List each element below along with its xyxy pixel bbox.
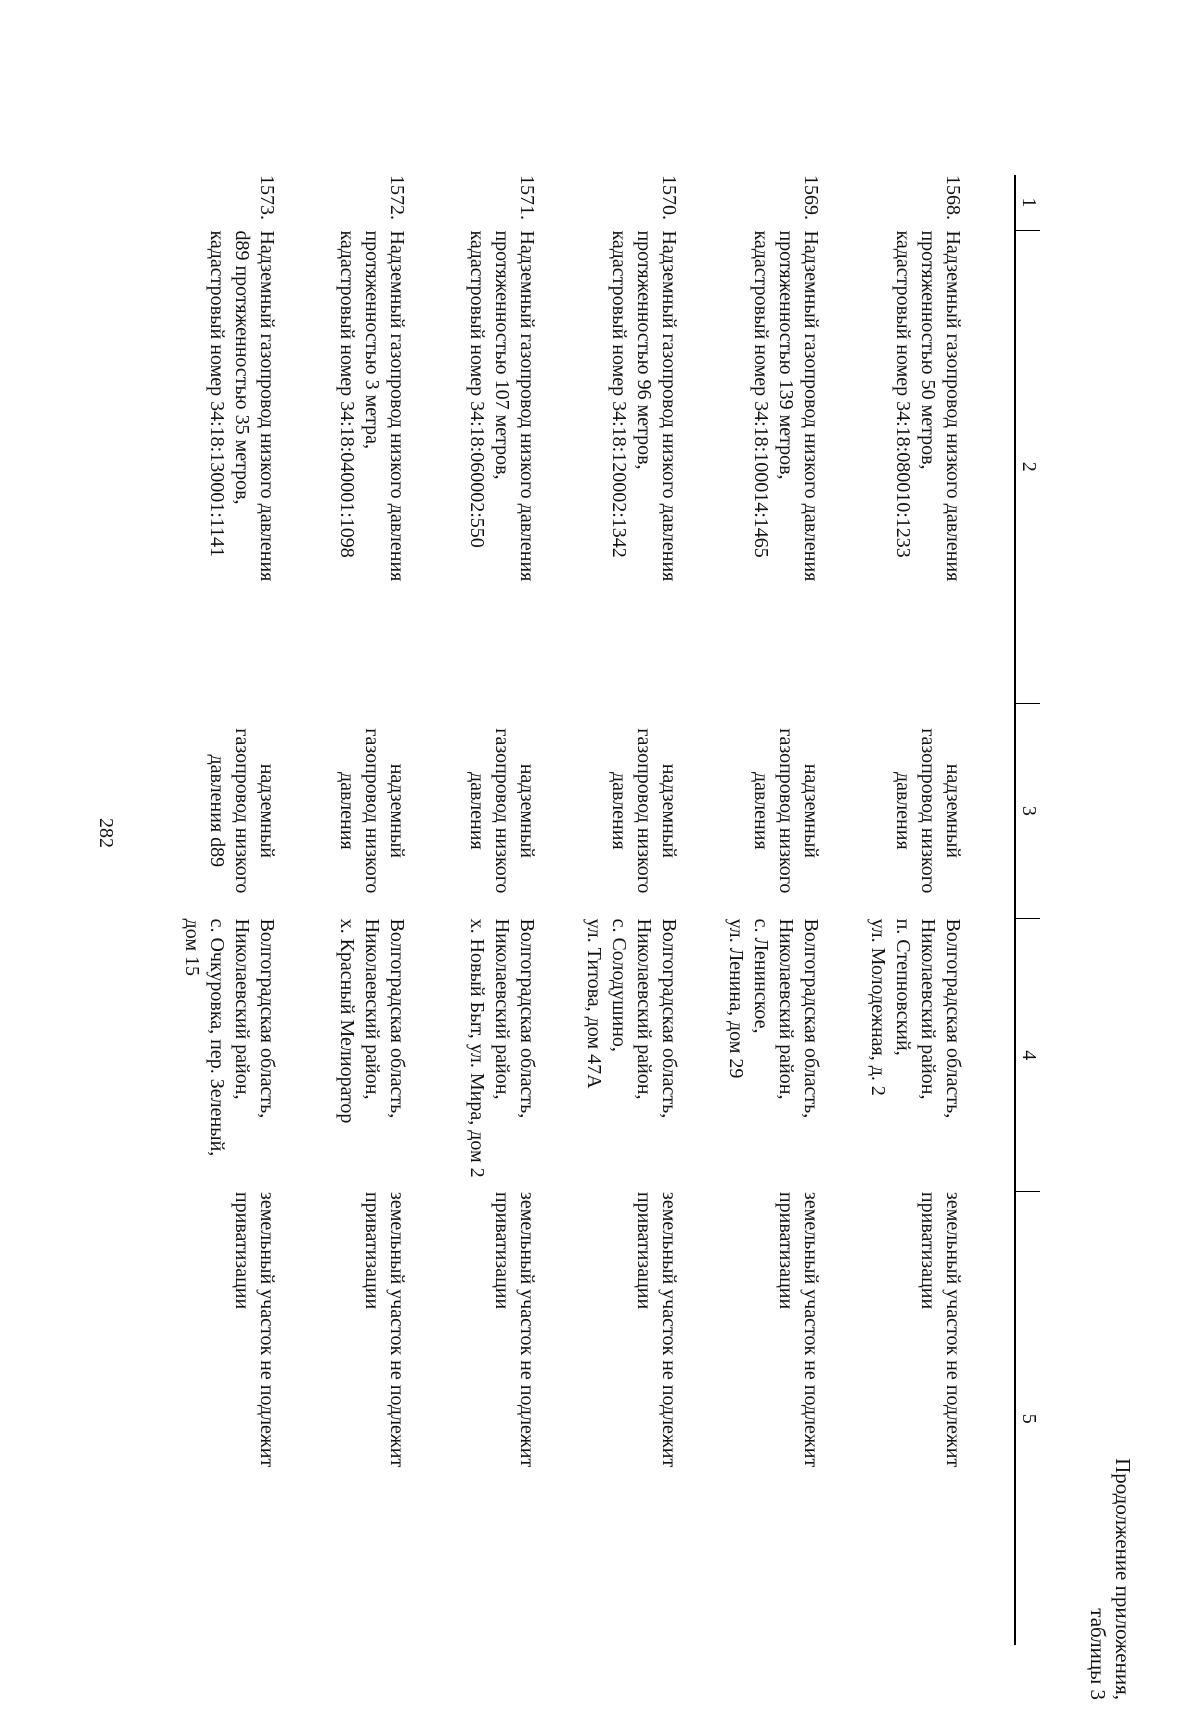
object-name-line: Надземный газопровод низкого давления bbox=[386, 230, 408, 582]
address-line: ул. Титова, дом 47А bbox=[583, 918, 605, 1089]
row-number: 1569. bbox=[800, 175, 822, 220]
row-number: 1570. bbox=[658, 175, 680, 220]
table-row bbox=[723, 175, 865, 1645]
object-name-line: кадастровый номер 34:18:120002:1342 bbox=[608, 230, 630, 558]
object-name-line: протяженностью 50 метров, bbox=[917, 230, 939, 470]
object-type-line: давления d89 bbox=[206, 754, 228, 868]
object-type-cell bbox=[179, 703, 321, 918]
table-row bbox=[581, 175, 723, 1645]
note-line: земельный участок не подлежит bbox=[516, 1191, 538, 1468]
address-line: с. Ленинское, bbox=[750, 918, 772, 1034]
note-cell bbox=[451, 1192, 581, 1645]
address-line: Николаевский район, bbox=[361, 918, 383, 1100]
row-number: 1572. bbox=[386, 175, 408, 220]
header-col-2: 2 bbox=[1015, 230, 1040, 703]
continuation-line-2: таблицы 3 bbox=[1086, 1608, 1110, 1700]
property-table bbox=[179, 175, 1040, 1645]
header-col-5: 5 bbox=[1015, 1192, 1040, 1645]
continuation-line-1: Продолжение приложения, bbox=[1111, 1458, 1135, 1700]
object-name-line: кадастровый номер 34:18:060002:550 bbox=[466, 230, 488, 548]
object-name-line: кадастровый номер 34:18:130001:1141 bbox=[206, 230, 228, 558]
row-number-cell bbox=[581, 175, 723, 230]
note-line: приватизации bbox=[633, 1191, 655, 1310]
row-number: 1573. bbox=[256, 175, 278, 220]
object-type-cell bbox=[581, 703, 723, 918]
object-name-cell bbox=[179, 230, 321, 703]
table-row bbox=[179, 175, 321, 1645]
address-line: п. Степновский, bbox=[892, 918, 914, 1056]
address-line: Николаевский район, bbox=[917, 918, 939, 1100]
object-name-line: Надземный газопровод низкого давления bbox=[800, 230, 822, 582]
row-number-cell bbox=[451, 175, 581, 230]
address-cell bbox=[179, 919, 321, 1192]
page-number: 282 bbox=[95, 818, 117, 848]
note-line: земельный участок не подлежит bbox=[386, 1191, 408, 1468]
address-line: Волгоградская область, bbox=[256, 918, 278, 1119]
object-type-cell bbox=[865, 703, 1015, 918]
note-cell bbox=[179, 1192, 321, 1645]
address-line: х. Новый Быт, ул. Мира, дом 2 bbox=[466, 918, 488, 1178]
row-number-cell bbox=[179, 175, 321, 230]
object-type-cell bbox=[723, 703, 865, 918]
address-cell bbox=[581, 919, 723, 1192]
object-type-cell bbox=[451, 703, 581, 918]
object-type-line: надземный bbox=[256, 763, 278, 858]
address-line: ул. Ленина, дом 29 bbox=[725, 918, 747, 1079]
object-type-line: давления bbox=[336, 771, 358, 850]
row-number: 1568. bbox=[942, 175, 964, 220]
object-name-line: протяженностью 96 метров, bbox=[633, 230, 655, 470]
note-line: приватизации bbox=[917, 1191, 939, 1310]
note-line: земельный участок не подлежит bbox=[658, 1191, 680, 1468]
address-line: дом 15 bbox=[181, 918, 203, 977]
note-cell bbox=[723, 1192, 865, 1645]
object-type-line: надземный bbox=[942, 763, 964, 858]
row-number-cell bbox=[321, 175, 451, 230]
object-type-line: газопровод низкого bbox=[917, 728, 939, 894]
object-name-cell bbox=[865, 230, 1015, 703]
address-line: Николаевский район, bbox=[633, 918, 655, 1100]
address-cell bbox=[451, 919, 581, 1192]
continuation-caption bbox=[1085, 1440, 1135, 1700]
object-type-line: газопровод низкого bbox=[775, 728, 797, 894]
object-name-cell bbox=[321, 230, 451, 703]
address-cell bbox=[723, 919, 865, 1192]
object-type-line: надземный bbox=[516, 763, 538, 858]
address-line: с. Очкуровка, пер. Зеленый, bbox=[206, 918, 228, 1157]
note-cell bbox=[865, 1192, 1015, 1645]
object-name-line: Надземный газопровод низкого давления bbox=[942, 230, 964, 582]
note-line: приватизации bbox=[775, 1191, 797, 1310]
note-line: приватизации bbox=[491, 1191, 513, 1310]
object-name-line: кадастровый номер 34:18:080010:1233 bbox=[892, 230, 914, 558]
note-line: земельный участок не подлежит bbox=[256, 1191, 278, 1468]
note-cell bbox=[321, 1192, 451, 1645]
object-name-cell bbox=[581, 230, 723, 703]
object-type-line: газопровод низкого bbox=[491, 728, 513, 894]
object-name-line: протяженностью 107 метров, bbox=[491, 230, 513, 480]
address-line: Николаевский район, bbox=[491, 918, 513, 1100]
address-line: х. Красный Мелиоратор bbox=[336, 918, 358, 1124]
table-row bbox=[321, 175, 451, 1645]
object-type-line: давления bbox=[892, 771, 914, 850]
address-line: ул. Молодежная, д. 2 bbox=[867, 918, 889, 1096]
address-line: Николаевский район, bbox=[775, 918, 797, 1100]
rotated-content bbox=[15, 0, 1200, 1714]
object-name-line: кадастровый номер 34:18:100014:1465 bbox=[750, 230, 772, 558]
address-line: Волгоградская область, bbox=[800, 918, 822, 1119]
header-col-3: 3 bbox=[1015, 703, 1040, 918]
table-row bbox=[865, 175, 1015, 1645]
note-line: земельный участок не подлежит bbox=[942, 1191, 964, 1468]
address-line: Николаевский район, bbox=[231, 918, 253, 1100]
row-number-cell bbox=[723, 175, 865, 230]
row-number-cell bbox=[865, 175, 1015, 230]
object-type-line: надземный bbox=[386, 763, 408, 858]
note-line: приватизации bbox=[361, 1191, 383, 1310]
address-line: Волгоградская область, bbox=[942, 918, 964, 1119]
object-name-cell bbox=[451, 230, 581, 703]
note-cell bbox=[581, 1192, 723, 1645]
object-name-line: протяженностью 139 метров, bbox=[775, 230, 797, 480]
object-name-line: кадастровый номер 34:18:040001:1098 bbox=[336, 230, 358, 558]
object-name-line: протяженностью 3 метра, bbox=[361, 230, 383, 449]
object-type-line: надземный bbox=[658, 763, 680, 858]
header-col-1: 1 bbox=[1015, 175, 1040, 230]
object-name-cell bbox=[723, 230, 865, 703]
address-line: Волгоградская область, bbox=[386, 918, 408, 1119]
object-type-line: газопровод низкого bbox=[231, 728, 253, 894]
object-type-line: давления bbox=[466, 771, 488, 850]
object-type-line: давления bbox=[750, 771, 772, 850]
table-row bbox=[451, 175, 581, 1645]
note-line: приватизации bbox=[231, 1191, 253, 1310]
object-type-line: надземный bbox=[800, 763, 822, 858]
object-name-line: Надземный газопровод низкого давления bbox=[658, 230, 680, 582]
header-row bbox=[1015, 175, 1040, 1645]
object-name-line: Надземный газопровод низкого давления bbox=[516, 230, 538, 582]
address-line: Волгоградская область, bbox=[516, 918, 538, 1119]
address-line: Волгоградская область, bbox=[658, 918, 680, 1119]
object-type-line: давления bbox=[608, 771, 630, 850]
object-type-cell bbox=[321, 703, 451, 918]
address-cell bbox=[321, 919, 451, 1192]
object-type-line: газопровод низкого bbox=[633, 728, 655, 894]
header-col-4: 4 bbox=[1015, 919, 1040, 1192]
row-number: 1571. bbox=[516, 175, 538, 220]
table-body bbox=[179, 175, 1015, 1645]
object-name-line: d89 протяженностью 35 метров, bbox=[231, 230, 253, 505]
address-line: с. Солодушино, bbox=[608, 918, 630, 1052]
object-name-line: Надземный газопровод низкого давления bbox=[256, 230, 278, 582]
note-line: земельный участок не подлежит bbox=[800, 1191, 822, 1468]
object-type-line: газопровод низкого bbox=[361, 728, 383, 894]
address-cell bbox=[865, 919, 1015, 1192]
